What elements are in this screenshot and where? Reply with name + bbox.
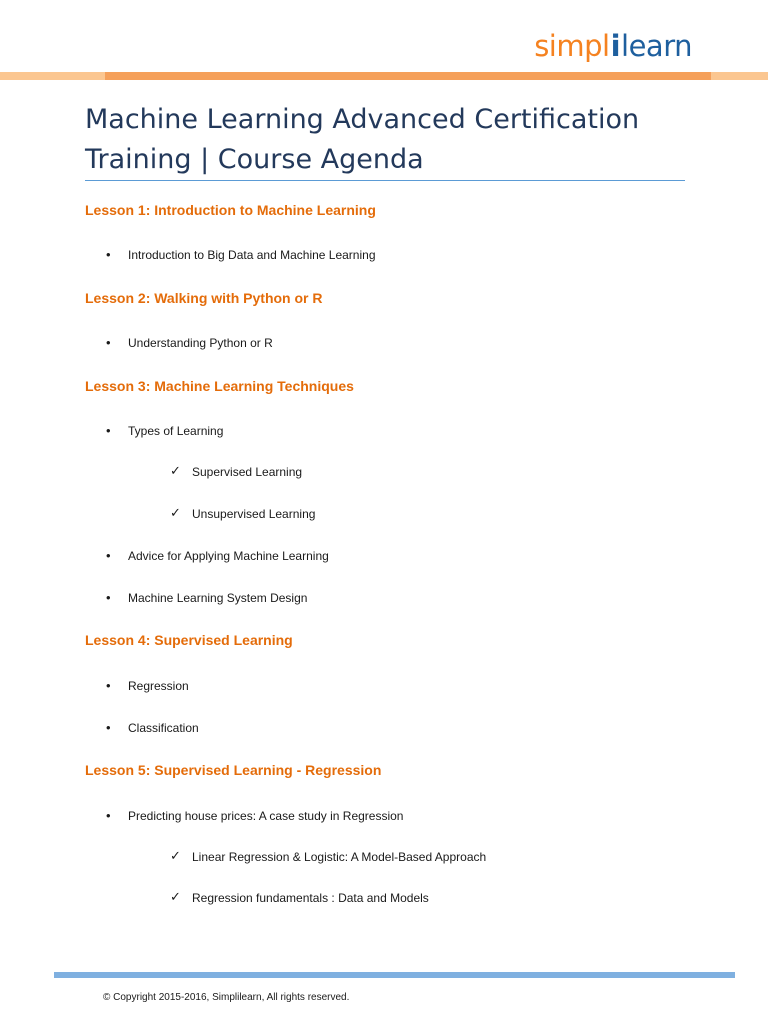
lesson-3-item-3 [106,590,308,605]
list-item-text: Types of Learning [128,424,224,438]
sub-item-text: Regression fundamentals : Data and Models [192,891,429,905]
page-title-line-1: Machine Learning Advanced Certification [85,104,640,135]
header-band-left [0,72,105,80]
copyright-notice: © Copyright 2015-2016, Simplilearn, All rights reserved. [103,992,350,1003]
sub-item-text: Unsupervised Learning [192,507,316,521]
bullet-icon: • [106,720,111,735]
footer-color-band [54,972,735,978]
lesson-5-item-1 [106,808,404,823]
list-item-text: Introduction to Big Data and Machine Learning [128,248,376,262]
lesson-5-heading: Lesson 5: Supervised Learning - Regression [85,762,382,778]
bullet-icon: • [106,808,111,823]
checkmark-icon: ✓ [170,505,181,520]
lesson-3-item-1 [106,423,224,438]
bullet-icon: • [106,678,111,693]
checkmark-icon: ✓ [170,848,181,863]
bullet-icon: • [106,247,111,262]
sub-item-text: Linear Regression & Logistic: A Model-Based Approach [192,850,487,864]
lesson-4-heading: Lesson 4: Supervised Learning [85,632,293,648]
bullet-icon: • [106,590,111,605]
lesson-3-heading: Lesson 3: Machine Learning Techniques [85,378,354,394]
list-item-text: Understanding Python or R [128,336,273,350]
logo-part-simpl: simpl [534,29,610,63]
header-band-right [711,72,768,80]
checkmark-icon: ✓ [170,463,181,478]
simplilearn-logo [534,28,692,64]
checkmark-icon: ✓ [170,889,181,904]
logo-part-learn: learn [621,29,692,63]
lesson-3-item-1-sub-2 [170,505,316,521]
lesson-2-heading: Lesson 2: Walking with Python or R [85,290,323,306]
list-item-text: Machine Learning System Design [128,591,308,605]
list-item-text: Regression [128,679,189,693]
lesson-4-item-1 [106,678,189,693]
list-item-text: Advice for Applying Machine Learning [128,549,329,563]
list-item-text: Predicting house prices: A case study in Regression [128,809,404,823]
bullet-icon: • [106,335,111,350]
title-underline [85,180,685,181]
list-item-text: Classification [128,721,199,735]
lesson-1-heading: Lesson 1: Introduction to Machine Learning [85,202,376,218]
lesson-2-item-1 [106,335,273,350]
lesson-5-item-1-sub-2 [170,889,429,905]
bullet-icon: • [106,548,111,563]
logo-separator: i [610,29,621,63]
lesson-5-item-1-sub-1 [170,848,487,864]
header-band-middle [105,72,711,80]
lesson-3-item-1-sub-1 [170,463,303,479]
header-color-band [0,72,768,80]
sub-item-text: Supervised Learning [192,465,303,479]
lesson-3-item-2 [106,548,329,563]
bullet-icon: • [106,423,111,438]
page-title [85,100,685,180]
lesson-4-item-2 [106,720,199,735]
page-title-line-2: Training | Course Agenda [85,144,424,175]
lesson-1-item-1 [106,247,376,262]
